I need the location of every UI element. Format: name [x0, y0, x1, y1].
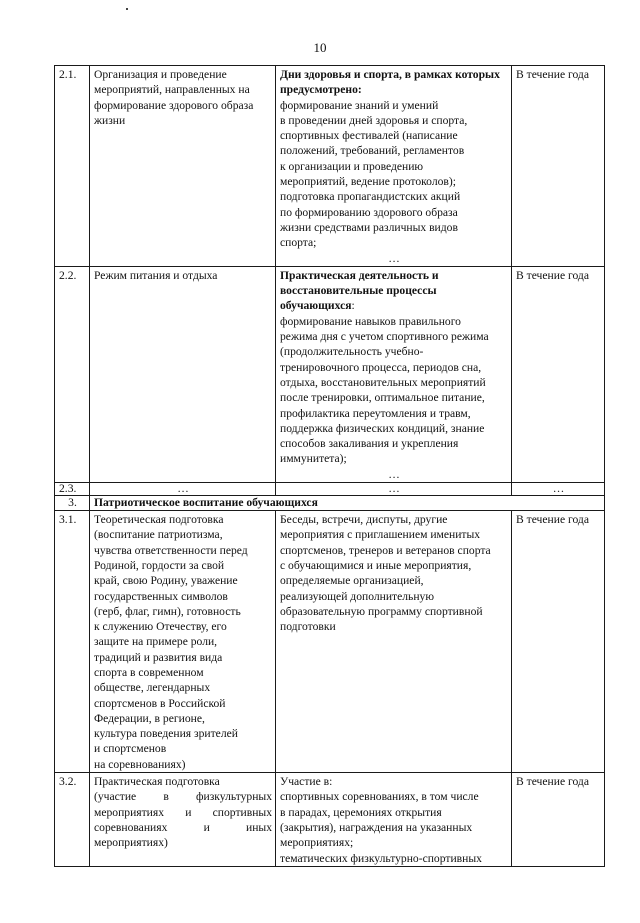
activity-name-line: мероприятиях и спортивных: [94, 805, 272, 819]
table-row: [55, 266, 605, 482]
content-text: формирование навыков правильного режима дня с учетом спортивного режима (продолжительность учебно- тренировочного процесса, периодов сна, отдыха, восстановительных мероприятий после тренировки, оптимальное питание, профилактика переутомления и травм, поддержка физических кондиций, знание способов закаливания и укрепления иммунитета);: [280, 314, 489, 466]
activity-name: …: [90, 483, 276, 496]
row-number: 2.3.: [55, 483, 90, 496]
activity-content: Участие в: спортивных соревнованиях, в том числе в парадах, церемониях открытия (закрытия), награждения на указанных мероприятиях; тематических физкультурно-спортивных: [276, 773, 512, 867]
activity-content: Беседы, встречи, диспуты, другие мероприятия с приглашением именитых спортсменов, тренеров и ветеранов спорта с обучающимися и иные мероприятия, определяемые организацией, реализующей дополнительную образовательную программу спортивной подготовки: [276, 511, 512, 773]
content-title: Практическая деятельность и восстановительные процессы обучающихся: [280, 268, 439, 313]
content-text: формирование знаний и умений в проведении дней здоровья и спорта, спортивных фестивалей (написание положений, требований, регламентов к организации и проведению мероприятий, ведение протоколов); подготовка пропагандистских акций по формированию здорового образа жизни средствами различных видов спорта;: [280, 98, 468, 250]
activity-content: [276, 66, 512, 267]
row-number: 3.2.: [55, 773, 90, 867]
activity-period: В течение года: [512, 773, 605, 867]
table-row: [55, 483, 605, 496]
activity-content: [276, 266, 512, 482]
page-number: 10: [313, 40, 327, 55]
content-ellipsis: …: [388, 467, 400, 481]
activity-period: В течение года: [512, 511, 605, 773]
activity-name: Организация и проведение мероприятий, направленных на формирование здорового образа жизни: [90, 66, 276, 267]
activity-name: [90, 773, 276, 867]
activity-period: В течение года: [512, 266, 605, 482]
activity-name-line: мероприятиях): [94, 836, 168, 850]
row-number: 2.2.: [55, 266, 90, 482]
section-row: [55, 496, 605, 511]
section-title: Патриотическое воспитание обучающихся: [90, 496, 605, 511]
activity-name-line: Практическая подготовка: [94, 775, 220, 789]
events-table: [54, 65, 605, 867]
activity-name-line: соревнованиях и иных: [94, 820, 272, 834]
row-number: 2.1.: [55, 66, 90, 267]
scan-speck: [126, 8, 128, 10]
content-title-suffix: :: [351, 299, 355, 313]
content-ellipsis: …: [388, 251, 400, 265]
content-title-wrap: [280, 268, 508, 314]
table-row: [55, 66, 605, 267]
activity-name-line: (участие в физкультурных: [94, 790, 272, 804]
table-row: [55, 773, 605, 867]
activity-content: …: [276, 483, 512, 496]
activity-period: В течение года: [512, 66, 605, 267]
section-number: 3.: [55, 496, 90, 511]
content-title: Дни здоровья и спорта, в рамках которых предусмотрено:: [280, 68, 500, 97]
row-number: 3.1.: [55, 511, 90, 773]
activity-period: …: [512, 483, 605, 496]
table-row: [55, 511, 605, 773]
activity-name: Режим питания и отдыха: [90, 266, 276, 482]
activity-name: Теоретическая подготовка (воспитание патриотизма, чувства ответственности перед Родиной, гордости за свой край, свою Родину, уважение государственных символов (герб, флаг, гимн), готовность к служению Отечеству, его защите на примере роли, традиций и развития вида спорта в современном обществе, легендарных спортсменов в Российской Федерации, в регионе, культура поведения зрителей и спортсменов на соревнованиях): [90, 511, 276, 773]
